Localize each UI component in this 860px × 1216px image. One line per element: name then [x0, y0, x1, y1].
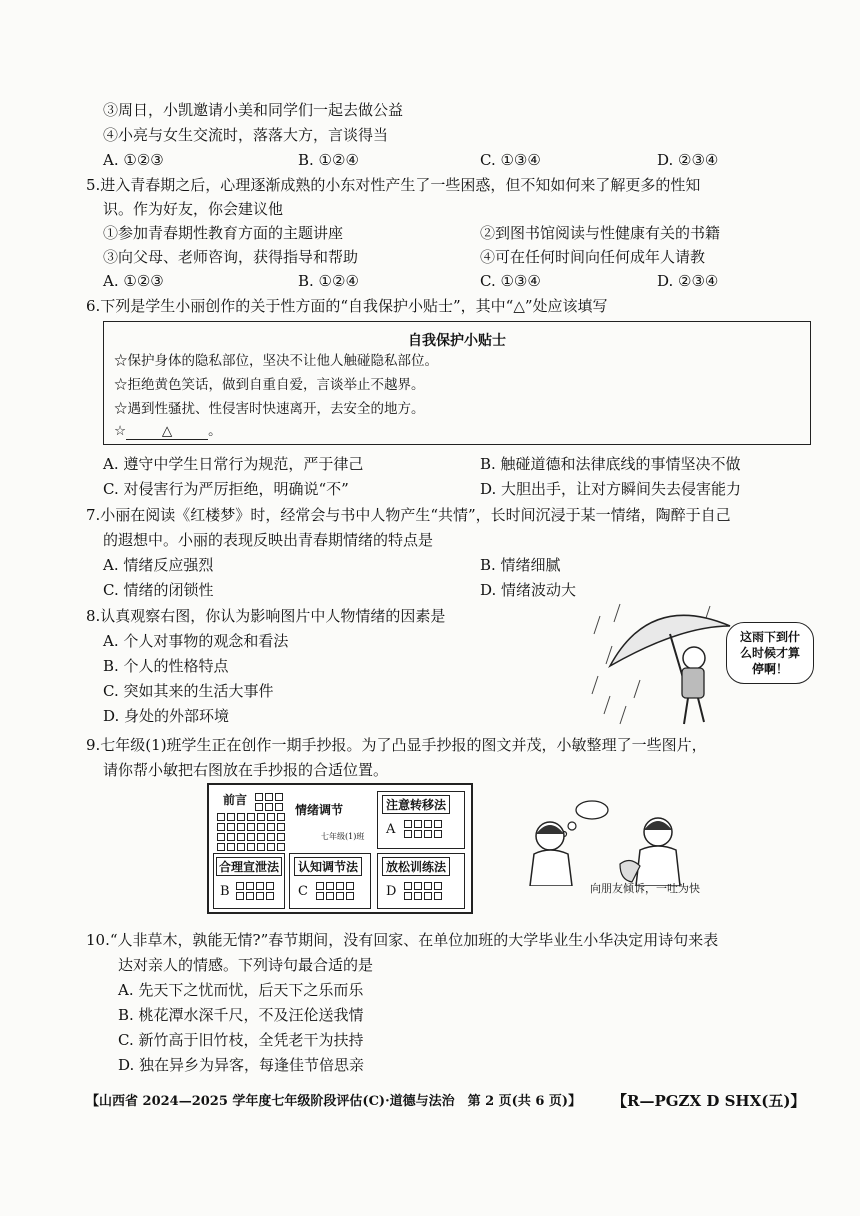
q6-option-a: A. 遵守中学生日常行为规范，严于律己: [103, 455, 364, 473]
umbrella-icon: [610, 615, 730, 666]
q6-option-c: C. 对侵害行为严厉拒绝，明确说“不”: [103, 480, 349, 498]
q6-option-b: B. 触碰道德和法律底线的事情坚决不做: [480, 455, 741, 473]
q5-option-b: B. ①②④: [298, 272, 359, 290]
rain-umbrella-illustration: [590, 596, 740, 736]
q4-option-d: D. ②③④: [657, 151, 719, 169]
speech-bubble: [726, 622, 814, 684]
q5-item-2: ②到图书馆阅读与性健康有关的书籍: [480, 224, 721, 242]
tips-box-title: 自我保护小贴士: [408, 333, 506, 349]
q9-stem-line2: 请你帮小敏把右图放在手抄报的合适位置。: [103, 761, 389, 779]
cell-c-squares: [316, 880, 356, 900]
cell-b-squares: [236, 880, 276, 900]
poster-title: 情绪调节: [295, 803, 344, 817]
q5-item-4: ④可在任何时间向任何成年人请教: [480, 248, 706, 266]
bubble-line-2: 么时候才算: [739, 646, 800, 660]
cell-a-letter: A: [386, 822, 396, 837]
q6-option-d: D. 大胆出手，让对方瞬间失去侵害能力: [480, 480, 742, 498]
q5-item-1: ①参加青春期性教育方面的主题讲座: [103, 224, 344, 242]
cell-d-squares: [404, 880, 444, 900]
bubble-line-1: 这雨下到什: [739, 630, 800, 644]
q4-option-c: C. ①③④: [480, 151, 541, 169]
q9-image-caption: 向朋友倾诉，一吐为快: [590, 882, 700, 895]
q5-option-c: C. ①③④: [480, 272, 541, 290]
q8-option-a: A. 个人对事物的观念和看法: [103, 632, 289, 650]
q5-option-a: A. ①②③: [103, 272, 164, 290]
cell-b-letter: B: [220, 884, 230, 899]
cell-d-label: 放松训练法: [382, 857, 450, 876]
q5-stem-line2: 识。作为好友，你会建议他: [103, 200, 284, 218]
page-footer-left: 【山西省 2024—2025 学年度七年级阶段评估(C)·道德与法治 第 2 页(共 6 页)】: [86, 1094, 582, 1109]
tip-blank-line: [114, 422, 222, 440]
tip-3: ☆遇到性骚扰、性侵害时快速离开，去安全的地方。: [114, 401, 425, 417]
cell-a: [377, 791, 465, 849]
q7-option-c: C. 情绪的闭锁性: [103, 581, 214, 599]
cell-c-label: 认知调节法: [294, 857, 362, 876]
q10-option-c: C. 新竹高于旧竹枝，全凭老干为扶持: [118, 1031, 364, 1049]
q9-stem-line1: 9.七年级(1)班学生正在创作一期手抄报。为了凸显手抄报的图文并茂，小敏整理了一些图片，: [86, 736, 707, 754]
cell-c-letter: C: [298, 884, 308, 899]
q10-stem-line2: 达对亲人的情感。下列诗句最合适的是: [118, 956, 374, 974]
self-protection-tips-box: [103, 321, 811, 445]
cell-d: [377, 853, 465, 909]
blank-period: 。: [208, 423, 222, 439]
cell-a-squares: [404, 818, 444, 838]
poster-preface: 前言: [223, 793, 248, 807]
cell-b-label: 合理宣泄法: [216, 857, 282, 876]
friends-talking-illustration: [520, 786, 700, 886]
q7-option-a: A. 情绪反应强烈: [103, 556, 214, 574]
tip-1: ☆保护身体的隐私部位，坚决不让他人触碰隐私部位。: [114, 353, 438, 369]
q4-item-3: ③周日，小凯邀请小美和同学们一起去做公益: [103, 101, 404, 119]
q4-item-4: ④小亮与女生交流时，落落大方，言谈得当: [103, 126, 389, 144]
q7-option-b: B. 情绪细腻: [480, 556, 561, 574]
q7-option-d: D. 情绪波动大: [480, 581, 577, 599]
q5-stem-line1: 5.进入青春期之后，心理逐渐成熟的小东对性产生了一些困惑，但不知如何来了解更多的性知: [86, 176, 701, 194]
q8-option-b: B. 个人的性格特点: [103, 657, 229, 675]
q10-stem-line1: 10.“人非草木，孰能无情?”春节期间，没有回家、在单位加班的大学毕业生小华决定用诗句来表: [86, 931, 719, 949]
q8-option-d: D. 身处的外部环境: [103, 707, 230, 725]
q4-option-b: B. ①②④: [298, 151, 359, 169]
q8-option-c: C. 突如其来的生活大事件: [103, 682, 274, 700]
q6-stem: 6.下列是学生小丽创作的关于性方面的“自我保护小贴士”，其中“△”处应该填写: [86, 297, 608, 315]
q10-option-d: D. 独在异乡为异客，每逢佳节倍思亲: [118, 1056, 365, 1074]
preface-body-squares: [217, 811, 287, 851]
page-footer-code: 【R—PGZX D SHX(五)】: [612, 1092, 806, 1110]
cell-d-letter: D: [386, 884, 397, 899]
q4-option-a: A. ①②③: [103, 151, 164, 169]
blank-star: ☆: [114, 423, 127, 439]
q10-option-b: B. 桃花潭水深千尺，不及汪伦送我情: [118, 1006, 364, 1024]
blank-triangle: △: [126, 423, 208, 440]
boy-head-icon: [683, 647, 705, 669]
poster-class: 七年级(1)班: [321, 832, 365, 841]
bubble-line-3: 停啊！: [751, 662, 788, 676]
cell-a-label: 注意转移法: [382, 795, 450, 814]
cell-c: [289, 853, 371, 909]
cell-b: [213, 853, 285, 909]
handmade-newspaper-layout: [207, 783, 473, 914]
preface-text-squares: [255, 791, 285, 811]
q7-stem-line1: 7.小丽在阅读《红楼梦》时，经常会与书中人物产生“共情”，长时间沉浸于某一情绪，陶醉于自己: [86, 506, 731, 524]
q8-stem: 8.认真观察右图，你认为影响图片中人物情绪的因素是: [86, 607, 446, 625]
q10-option-a: A. 先天下之忧而忧，后天下之乐而乐: [118, 981, 364, 999]
tip-2: ☆拒绝黄色笑话，做到自重自爱，言谈举止不越界。: [114, 377, 425, 393]
q5-option-d: D. ②③④: [657, 272, 719, 290]
q5-item-3: ③向父母、老师咨询，获得指导和帮助: [103, 248, 359, 266]
q7-stem-line2: 的遐想中。小丽的表现反映出青春期情绪的特点是: [103, 531, 434, 549]
